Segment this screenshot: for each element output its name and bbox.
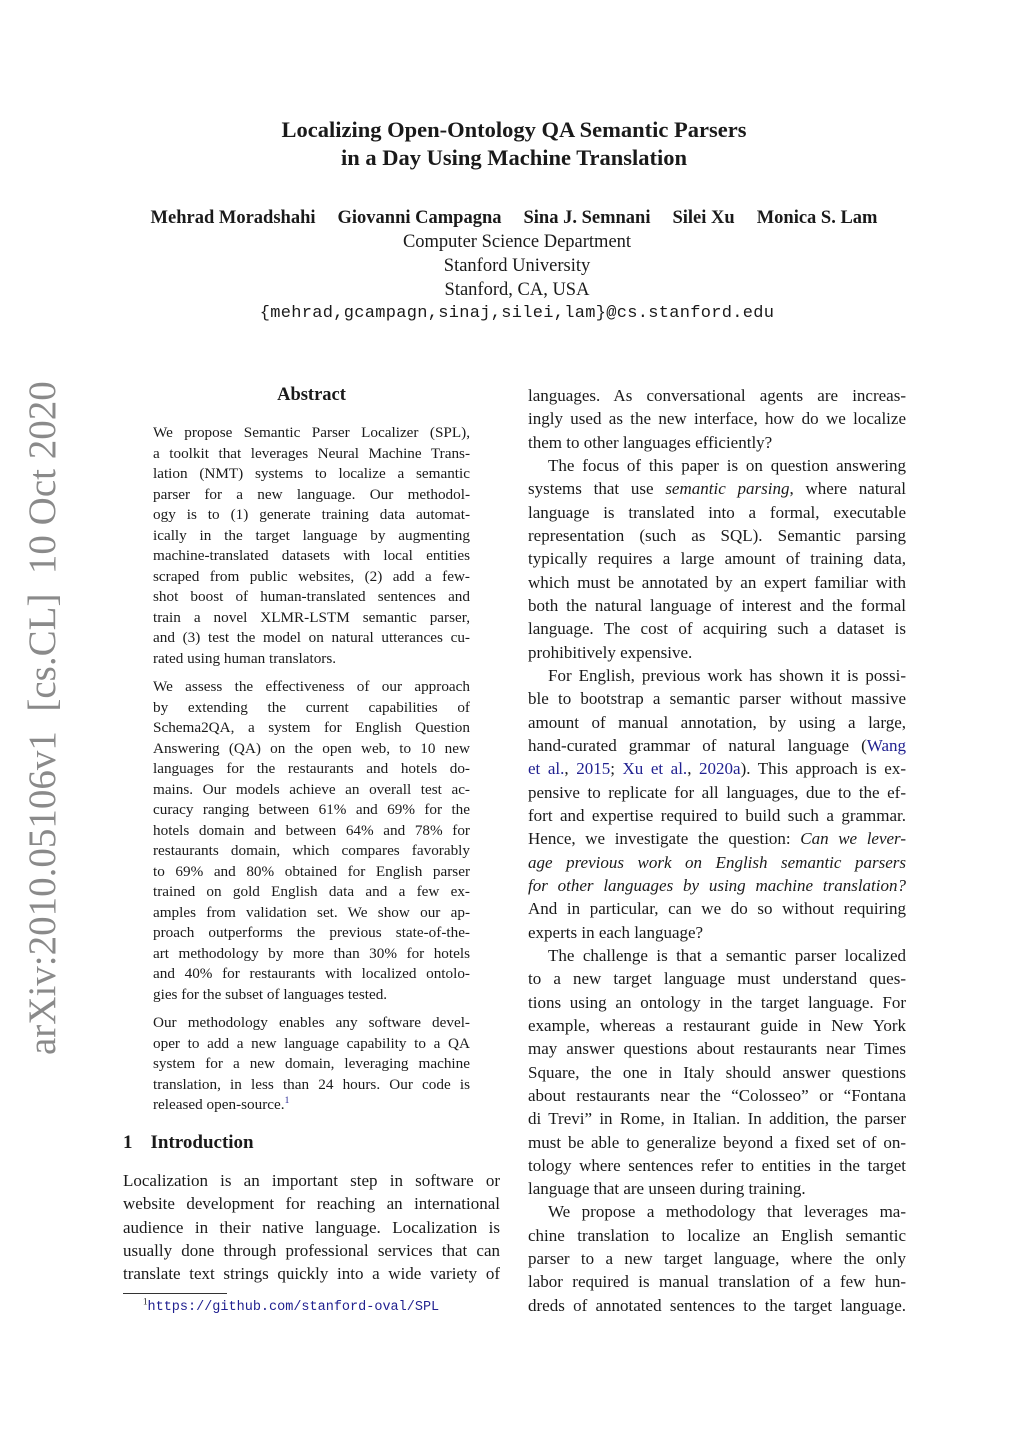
paragraph xyxy=(528,664,906,944)
text-line: mains. Our models achieve an overall test ac- xyxy=(153,780,470,798)
italic-text: age previous work on English semantic parsers xyxy=(528,852,906,872)
paragraph xyxy=(528,384,906,454)
paragraph xyxy=(153,677,470,1005)
text-line: Schema2QA, a system for English Question xyxy=(153,719,470,736)
text-line: amount of manual annotation, by using a large, xyxy=(528,712,906,732)
text-line: parser to a new target language, where the only xyxy=(528,1249,906,1269)
text-line xyxy=(153,1095,470,1116)
paper-title xyxy=(0,116,1024,172)
text-line xyxy=(528,477,906,500)
text-line: trained on gold English data and a few ex- xyxy=(153,883,470,900)
text-line: We assess the effectiveness of our approach xyxy=(153,678,470,695)
text-line xyxy=(528,851,906,874)
text-line: ically in the target language by augmenting xyxy=(153,526,470,544)
text-line: and 40% for restaurants with localized ontolo- xyxy=(153,965,470,982)
text-line xyxy=(528,734,906,757)
title-line: Localizing Open-Ontology QA Semantic Parsers xyxy=(281,117,747,142)
text-line: The focus of this paper is on question answering xyxy=(548,455,906,475)
text-line: audience in their native language. Localization is xyxy=(123,1217,500,1237)
text-line: usually done through professional services that can xyxy=(123,1240,500,1260)
paragraph xyxy=(528,454,906,664)
paragraph xyxy=(528,1200,906,1317)
text-line: di Trevi” in Rome, in Italian. In addition, the parser xyxy=(528,1109,906,1129)
text-segment: ; xyxy=(610,759,623,779)
text-line: may answer questions about restaurants near Times xyxy=(528,1039,906,1059)
department: Computer Science Department xyxy=(402,232,632,252)
text-line: We propose Semantic Parser Localizer (SPL), xyxy=(153,424,470,441)
text-line: Our methodology enables any software devel- xyxy=(153,1014,470,1031)
text-segment: , xyxy=(564,759,577,779)
text-line: labor required is manual translation of a few hun- xyxy=(528,1272,906,1292)
text-line: train a novel XLMR-LSTM semantic parser, xyxy=(153,608,470,626)
text-line: system for a new domain, leveraging machine xyxy=(153,1055,470,1072)
text-line: typically requires a large amount of training data, xyxy=(528,549,906,569)
text-line: art methodology by more than 30% for hotels xyxy=(153,944,470,962)
text-line: For English, previous work has shown it is possi- xyxy=(548,665,906,685)
affiliation xyxy=(0,230,1024,326)
text-line: a toolkit that leverages Neural Machine Trans- xyxy=(153,444,470,462)
text-line: experts in each language? xyxy=(528,922,704,942)
text-line: language. The cost of acquiring such a dataset is xyxy=(528,619,906,639)
citation-link[interactable]: 2020a xyxy=(699,759,741,779)
text-segment: Hence, we investigate the question: xyxy=(528,829,801,849)
text-line: oper to add a new language capability to a QA xyxy=(153,1034,470,1052)
text-line: representation (such as SQL). Semantic parsing xyxy=(528,525,906,545)
text-segment: hand-curated grammar of natural language ( xyxy=(528,735,867,755)
text-segment: , where natural xyxy=(789,479,906,499)
text-line: ingly used as the new interface, how do we localize xyxy=(528,409,906,429)
text-segment: ). This approach is ex- xyxy=(740,759,906,779)
text-line: amples from validation set. We show our ap- xyxy=(153,903,470,921)
author-emails: {mehrad,gcampagn,sinaj,silei,lam}@cs.stanford.edu xyxy=(259,304,775,323)
location: Stanford, CA, USA xyxy=(444,280,590,300)
text-line: parser for a new language. Our methodol- xyxy=(153,485,470,503)
university: Stanford University xyxy=(443,256,591,276)
text-line: Localization is an important step in software or xyxy=(123,1171,500,1190)
text-line: prohibitively expensive. xyxy=(528,642,693,662)
text-line: languages for the restaurants and hotels do- xyxy=(153,760,470,777)
text-line: translate text strings quickly into a wide variety of xyxy=(123,1264,500,1284)
text-line: The challenge is that a semantic parser localized xyxy=(548,945,906,965)
text-line: about restaurants near the “Colosseo” or “Fontana xyxy=(528,1085,906,1105)
text-line: tions using an ontology in the target language. For xyxy=(528,992,906,1012)
arxiv-identifier: arXiv:2010.05106v1 [cs.CL] 10 Oct 2020 xyxy=(21,381,64,1055)
text-line: both the natural language of interest and the formal xyxy=(528,595,906,615)
text-line: machine-translated datasets with local entities xyxy=(153,547,470,564)
section-heading-introduction xyxy=(123,1131,254,1155)
text-line: them to other languages efficiently? xyxy=(528,432,773,452)
text-line: language is translated into a formal, executable xyxy=(528,502,906,522)
citation-link[interactable]: Wang xyxy=(866,735,906,755)
footnote-mark: 1 xyxy=(143,1296,148,1307)
author: Silei Xu xyxy=(672,208,735,228)
text-segment: , xyxy=(687,759,700,779)
citation-link[interactable]: Xu et al. xyxy=(622,759,688,779)
italic-text: semantic parsing xyxy=(665,479,790,499)
author: Monica S. Lam xyxy=(756,208,878,228)
author-list xyxy=(0,206,1024,230)
paragraph xyxy=(153,1013,470,1116)
text-line: tology where sentences refer to entities in the target xyxy=(528,1155,906,1175)
text-segment: released open-source. xyxy=(153,1096,285,1113)
author: Giovanni Campagna xyxy=(337,208,502,228)
text-line: language that are unseen during training. xyxy=(528,1179,806,1199)
text-line: Square, the one in Italy should answer questions xyxy=(528,1062,906,1082)
author: Mehrad Moradshahi xyxy=(150,208,316,228)
italic-text: Can we lever- xyxy=(800,829,906,849)
text-line: hotels domain and between 64% and 78% for xyxy=(153,821,470,839)
text-line xyxy=(528,827,906,850)
text-line: restaurants domain, which compares favorably xyxy=(153,842,470,859)
text-line: example, whereas a restaurant guide in New York xyxy=(528,1015,906,1035)
text-line: shot boost of human-translated sentences and xyxy=(153,588,470,605)
text-segment: systems that use xyxy=(528,479,666,499)
text-line: And in particular, can we do so without requiring xyxy=(528,899,906,919)
section-title: Introduction xyxy=(150,1132,254,1153)
abstract-body xyxy=(153,423,470,1124)
footnote-divider xyxy=(123,1293,227,1294)
text-line: website development for reaching an international xyxy=(123,1194,500,1214)
text-line: which must be annotated by an expert familiar with xyxy=(528,572,906,592)
text-line: gies for the subset of languages tested. xyxy=(153,985,388,1003)
text-line: ogy is to (1) generate training data automat- xyxy=(153,506,470,523)
right-column-body xyxy=(528,384,906,1317)
text-line: chine translation to localize an English semantic xyxy=(528,1225,906,1245)
italic-text: for other languages by using machine translation? xyxy=(528,875,906,895)
text-line: languages. As conversational agents are increas- xyxy=(528,386,906,405)
footnote xyxy=(143,1296,440,1317)
text-line: must be able to generalize beyond a fixed set of on- xyxy=(528,1132,906,1152)
citation-link[interactable]: 2015 xyxy=(576,759,611,779)
author: Sina J. Semnani xyxy=(523,208,651,228)
footnote-reference[interactable]: 1 xyxy=(284,1095,290,1106)
text-line: scraped from public websites, (2) add a few- xyxy=(153,567,470,585)
text-line xyxy=(528,874,906,897)
paragraph xyxy=(153,423,470,669)
footnote-link[interactable]: https://github.com/stanford-oval/SPL xyxy=(147,1300,440,1315)
text-line: and (3) test the model on natural utterances cu- xyxy=(153,629,470,646)
text-line: to a new target language must understand ques- xyxy=(528,969,906,989)
text-line: translation, in less than 24 hours. Our code is xyxy=(153,1075,470,1093)
title-line: in a Day Using Machine Translation xyxy=(340,145,688,170)
citation-link[interactable]: et al. xyxy=(528,759,565,779)
left-column-body xyxy=(123,1169,500,1286)
text-line: lation (NMT) systems to localize a semantic xyxy=(153,465,470,482)
text-line: curacy ranging between 61% and 69% for the xyxy=(153,801,470,818)
paragraph xyxy=(123,1169,500,1286)
text-line: fort and expertise required to build such a grammar. xyxy=(528,805,906,825)
abstract-heading: Abstract xyxy=(277,385,346,405)
text-line: pensive to replicate for all languages, due to the ef- xyxy=(528,782,906,802)
text-line: rated using human translators. xyxy=(153,649,337,667)
text-line: to 69% and 80% obtained for English parser xyxy=(153,862,470,880)
text-line: ble to bootstrap a semantic parser without massive xyxy=(528,689,906,709)
section-number: 1 xyxy=(123,1132,133,1153)
paragraph xyxy=(528,944,906,1201)
text-line: dreds of annotated sentences to the target language. xyxy=(528,1295,906,1315)
text-line: proach outperforms the previous state-of-the- xyxy=(153,924,470,941)
text-line: Answering (QA) on the open web, to 10 new xyxy=(153,739,470,757)
text-line: by extending the current capabilities of xyxy=(153,698,470,716)
text-line xyxy=(528,757,906,780)
text-line: We propose a methodology that leverages ma- xyxy=(548,1202,906,1222)
